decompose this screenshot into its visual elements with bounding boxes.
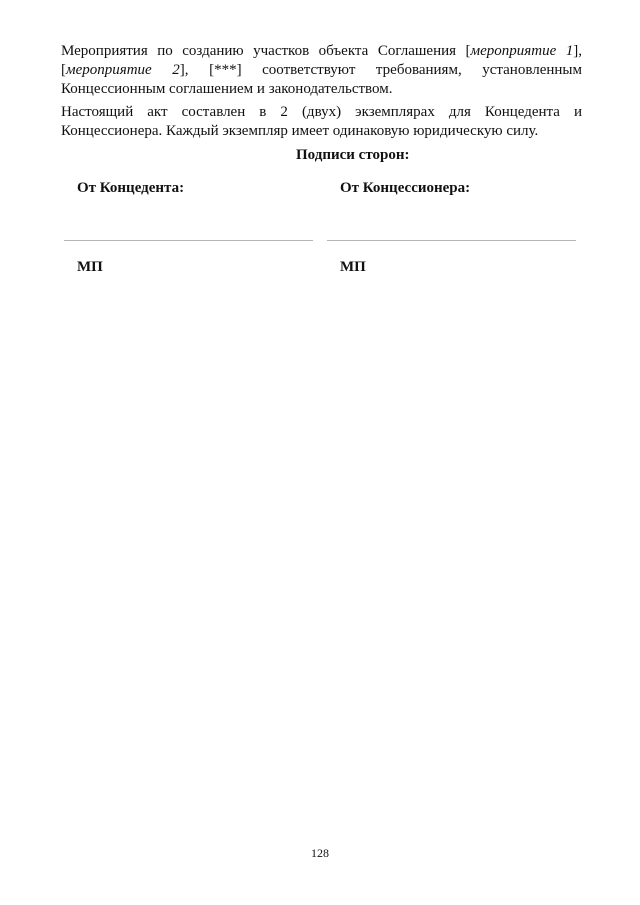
concessionaire-signature-line [327,240,576,241]
page-number: 128 [311,846,329,860]
paragraph-copies: Настоящий акт составлен в 2 (двух) экземплярах для Концедента и Концессионера. Каждый экземпляр имеет одинаковую юридическую силу. [61,104,582,139]
concessionaire-stamp-label: МП [340,259,366,275]
paragraph-compliance [61,42,582,99]
event-placeholder-2: мероприятие 2 [66,62,180,78]
event-placeholder-1: мероприятие 1 [470,43,574,59]
paragraph-compliance-text-2: ], [ [61,43,582,78]
grantor-label: От Концедента: [77,180,185,196]
paragraph-compliance-text-3: ], [***] соответствуют требованиям, установленным Концессионным соглашением и законодательством. [61,62,582,97]
grantor-stamp-label: МП [77,259,103,275]
signatures-heading: Подписи сторон: [296,147,410,163]
concessionaire-label: От Концессионера: [340,180,471,196]
grantor-signature-line [64,240,313,241]
paragraph-compliance-text-1: Мероприятия по созданию участков объекта Соглашения [ [61,43,471,59]
